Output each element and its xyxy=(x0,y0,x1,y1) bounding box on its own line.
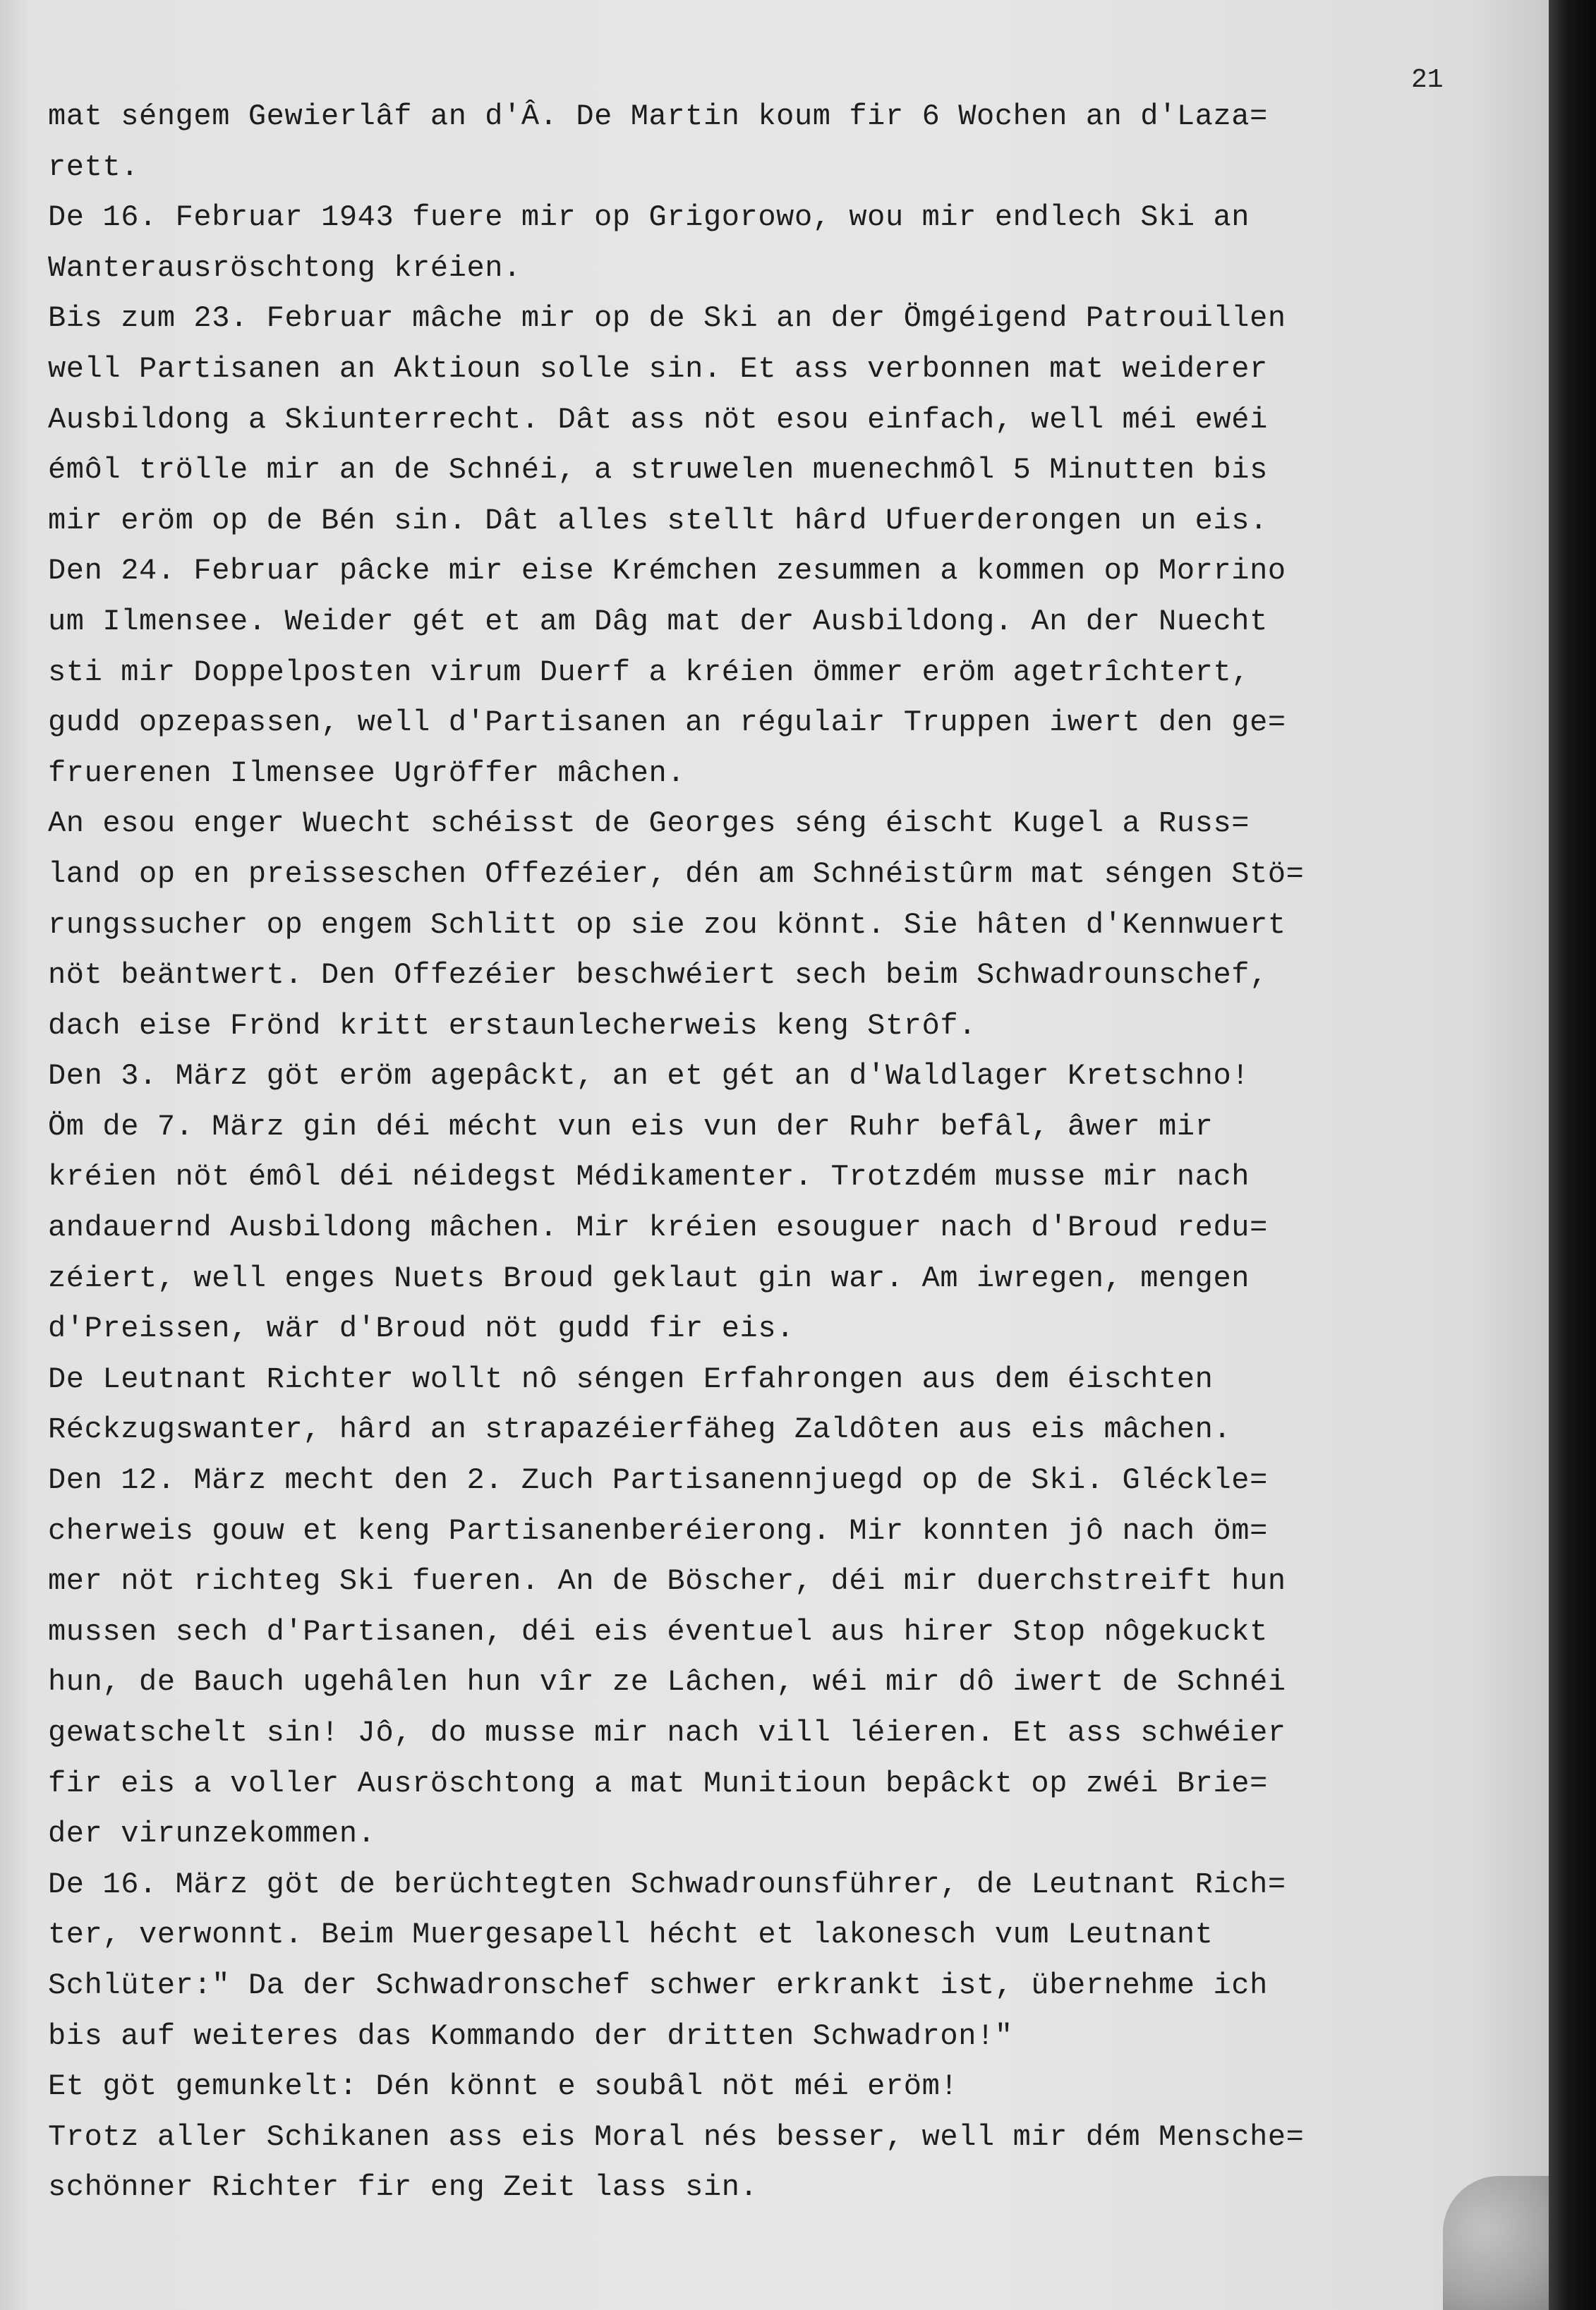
text-line: bis auf weiteres das Kommando der dritten Schwadron!" xyxy=(48,2019,1013,2053)
text-line: schönner Richter fir eng Zeit lass sin. xyxy=(48,2170,758,2205)
text-line: d'Preissen, wär d'Broud nöt gudd fir eis. xyxy=(48,1312,794,1346)
text-line: mussen sech d'Partisanen, déi eis éventuel aus hirer Stop nôgekuckt xyxy=(48,1614,1268,1649)
text-line: gudd opzepassen, well d'Partisanen an régulair Truppen iwert den ge= xyxy=(48,706,1286,740)
text-line: fruerenen Ilmensee Ugröffer mâchen. xyxy=(48,756,686,790)
page-number: 21 xyxy=(1411,65,1444,95)
text-line: rett. xyxy=(48,150,140,184)
text-line: ter, verwonnt. Beim Muergesapell hécht et lakonesch vum Leutnant xyxy=(48,1918,1214,1952)
text-line: dach eise Frönd kritt erstaunlecherweis keng Strôf. xyxy=(48,1008,977,1043)
text-line: De 16. Februar 1943 fuere mir op Grigorowo, wou mir endlech Ski an xyxy=(48,200,1250,235)
text-line: Den 12. März mecht den 2. Zuch Partisanennjuegd op de Ski. Gléckle= xyxy=(48,1463,1268,1498)
text-line: De 16. März göt de berüchtegten Schwadrounsführer, de Leutnant Rich= xyxy=(48,1867,1286,1901)
text-line: Et göt gemunkelt: Dén könnt e soubâl nöt méi eröm! xyxy=(48,2069,959,2104)
text-line: émôl trölle mir an de Schnéi, a struwelen muenechmôl 5 Minutten bis xyxy=(48,453,1268,488)
text-line: mir eröm op de Bén sin. Dât alles stellt hârd Ufuerderongen un eis. xyxy=(48,503,1268,538)
text-line: De Leutnant Richter wollt nô séngen Erfahrongen aus dem éischten xyxy=(48,1362,1214,1396)
text-line: Schlüter:" Da der Schwadronschef schwer erkrankt ist, übernehme ich xyxy=(48,1968,1268,2002)
text-line: Bis zum 23. Februar mâche mir op de Ski an der Ömgéigend Patrouillen xyxy=(48,301,1286,336)
text-line: der virunzekommen. xyxy=(48,1817,376,1851)
text-line: land op en preisseschen Offezéier, dén am Schnéistûrm mat séngen Stö= xyxy=(48,857,1305,891)
text-line: sti mir Doppelposten virum Duerf a kréien ömmer eröm agetrîchtert, xyxy=(48,655,1250,689)
text-line: cherweis gouw et keng Partisanenberéierong. Mir konnten jô nach öm= xyxy=(48,1513,1268,1548)
text-line: An esou enger Wuecht schéisst de Georges séng éischt Kugel a Russ= xyxy=(48,806,1250,841)
text-line: Trotz aller Schikanen ass eis Moral nés besser, well mir dém Mensche= xyxy=(48,2119,1305,2154)
text-line: fir eis a voller Ausröschtong a mat Munitioun bepâckt op zwéi Brie= xyxy=(48,1766,1268,1801)
text-line: Öm de 7. März gin déi mécht vun eis vun der Ruhr befâl, âwer mir xyxy=(48,1109,1214,1144)
text-line: kréien nöt émôl déi néidegst Médikamenter. Trotzdém musse mir nach xyxy=(48,1160,1250,1195)
text-line: Den 24. Februar pâcke mir eise Krémchen zesummen a kommen op Morrino xyxy=(48,554,1286,588)
text-line: Wanterausröschtong kréien. xyxy=(48,250,521,285)
text-line: gewatschelt sin! Jô, do musse mir nach vill léieren. Et ass schwéier xyxy=(48,1716,1286,1750)
text-line: zéiert, well enges Nuets Broud geklaut gin war. Am iwregen, mengen xyxy=(48,1261,1250,1295)
text-line: hun, de Bauch ugehâlen hun vîr ze Lâchen, wéi mir dô iwert de Schnéi xyxy=(48,1665,1286,1700)
text-line: Réckzugswanter, hârd an strapazéierfäheg Zaldôten aus eis mâchen. xyxy=(48,1413,1232,1447)
text-line: Ausbildong a Skiunterrecht. Dât ass nöt esou einfach, well méi ewéi xyxy=(48,402,1268,437)
text-line: rungssucher op engem Schlitt op sie zou könnt. Sie hâten d'Kennwuert xyxy=(48,907,1286,942)
page-body xyxy=(48,92,1501,2213)
text-line: andauernd Ausbildong mâchen. Mir kréien esouguer nach d'Broud redu= xyxy=(48,1211,1268,1245)
text-line: well Partisanen an Aktioun solle sin. Et ass verbonnen mat weiderer xyxy=(48,351,1268,386)
text-line: mer nöt richteg Ski fueren. An de Böscher, déi mir duerchstreift hun xyxy=(48,1564,1286,1599)
thumb-shadow xyxy=(1443,2176,1549,2310)
text-line: um Ilmensee. Weider gét et am Dâg mat der Ausbildong. An der Nuecht xyxy=(48,604,1268,639)
text-line: Den 3. März göt eröm agepâckt, an et gét an d'Waldlager Kretschno! xyxy=(48,1059,1250,1094)
text-line: mat séngem Gewierlâf an d'Â. De Martin koum fir 6 Wochen an d'Laza= xyxy=(48,99,1268,133)
book-binding-edge xyxy=(1549,0,1596,2310)
text-line: nöt beäntwert. Den Offezéier beschwéiert sech beim Schwadrounschef, xyxy=(48,958,1268,993)
